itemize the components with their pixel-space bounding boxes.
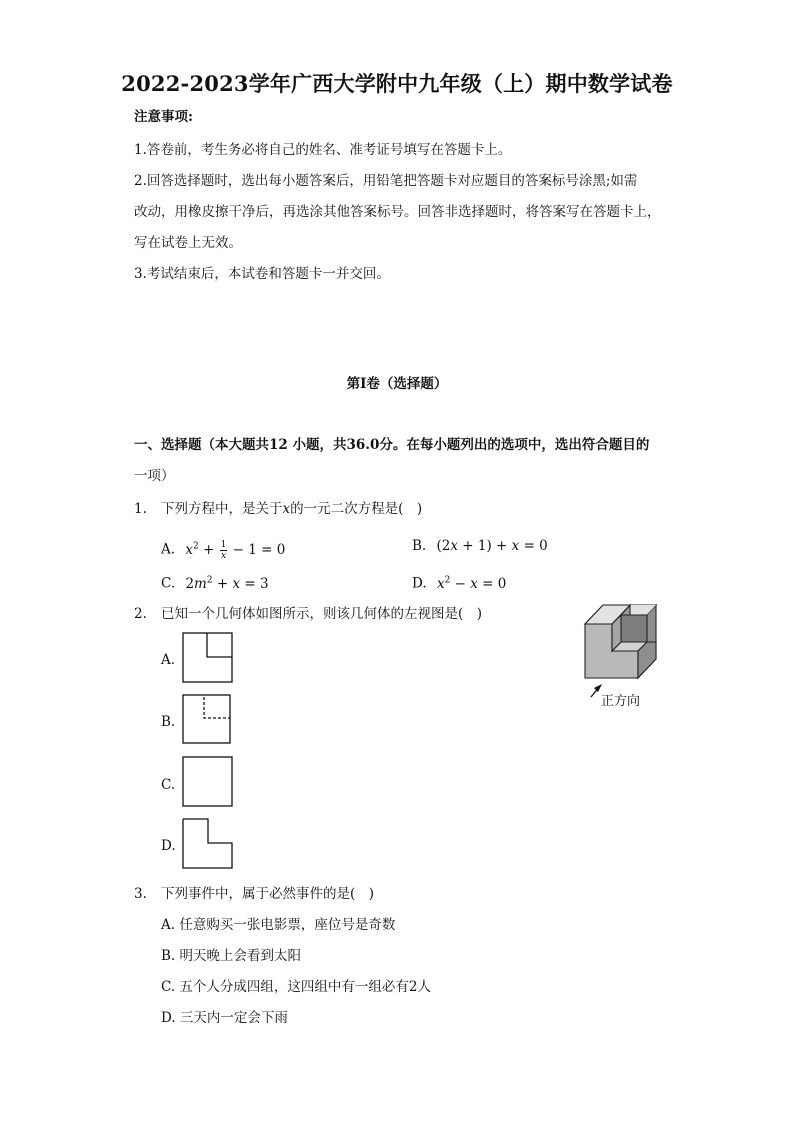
q1-option-b-expr: (2x + 1) + x = 0 bbox=[436, 538, 548, 554]
q2-option-d-view bbox=[182, 818, 234, 870]
q3-option-c: C. 五个人分成四组，这四组中有一组必有2人 bbox=[161, 979, 432, 995]
q3-stem: 下列事件中，属于必然事件的是( ) bbox=[161, 886, 375, 902]
q1-option-b bbox=[412, 536, 548, 556]
q2-option-c-label: C. bbox=[161, 777, 176, 793]
q3-option-a: A. 任意购买一张电影票，座位号是奇数 bbox=[161, 917, 396, 933]
q2-option-a-view bbox=[182, 632, 234, 684]
q1-option-c-expr: $2m^2 + x = 3$ bbox=[185, 575, 269, 592]
q2-option-c-view bbox=[182, 756, 234, 808]
q1-stem-b: 的一元二次方程是( ) bbox=[290, 501, 423, 517]
q1-stem-a: 下列方程中，是关于 bbox=[161, 501, 283, 517]
notice-item-3: 3.考试结束后，本试卷和答题卡一并交回。 bbox=[134, 266, 390, 282]
figure-direction-label: 正方向 bbox=[601, 694, 641, 709]
q1-option-b-label: B. bbox=[412, 538, 427, 554]
q2-option-d-label: D. bbox=[161, 838, 176, 854]
q3-option-d: D. 三天内一定会下雨 bbox=[161, 1010, 288, 1026]
q2-number: 2. bbox=[134, 606, 147, 622]
page-title: 2022-2023学年广西大学附中九年级（上）期中数学试卷 bbox=[121, 71, 673, 96]
q2-option-a-label: A. bbox=[161, 652, 176, 668]
q1-number: 1. bbox=[134, 501, 147, 517]
q3-number: 3. bbox=[134, 886, 147, 902]
fraction: $\frac{1}{x}$ bbox=[220, 539, 227, 561]
q2-stem: 已知一个几何体如图所示，则该几何体的左视图是( ) bbox=[161, 606, 483, 622]
notice-heading: 注意事项: bbox=[134, 109, 193, 125]
q3-option-b: B. 明天晚上会看到太阳 bbox=[161, 948, 302, 964]
q1-option-c bbox=[161, 570, 269, 594]
notice-item-2-end: 写在试卷上无效。 bbox=[134, 235, 242, 251]
q1-option-a-label: A. bbox=[161, 541, 176, 558]
part-one-heading-cont: 一项） bbox=[134, 468, 175, 484]
section-title: 第I卷（选择题） bbox=[346, 376, 448, 392]
q1-option-d bbox=[412, 570, 506, 594]
q1-var: x bbox=[282, 501, 291, 517]
q1-option-d-expr: $x^2 - x = 0$ bbox=[436, 575, 507, 592]
q1-option-c-label: C. bbox=[161, 575, 176, 592]
notice-item-2: 2.回答选择题时，选出每小题答案后，用铅笔把答题卡对应题目的答案标号涂黑;如需 bbox=[134, 173, 638, 189]
q1-option-a bbox=[161, 536, 285, 561]
q1-stem bbox=[161, 499, 422, 519]
q1-option-d-label: D. bbox=[412, 575, 427, 592]
notice-item-1: 1.答卷前，考生务必将自己的姓名、准考证号填写在答题卡上。 bbox=[134, 142, 512, 158]
q2-option-b-view bbox=[182, 694, 234, 746]
notice-item-2-cont: 改动，用橡皮擦干净后，再选涂其他答案标号。回答非选择题时，将答案写在答题卡上， bbox=[134, 204, 661, 220]
q2-option-b-label: B. bbox=[161, 714, 176, 730]
q1-option-a-expr: $x^2$ + $\frac{1}{x}$ − 1 = 0 bbox=[185, 539, 286, 561]
part-one-heading: 一、选择题（本大题共12 小题，共36.0分。在每小题列出的选项中，选出符合题目的 bbox=[134, 437, 650, 453]
